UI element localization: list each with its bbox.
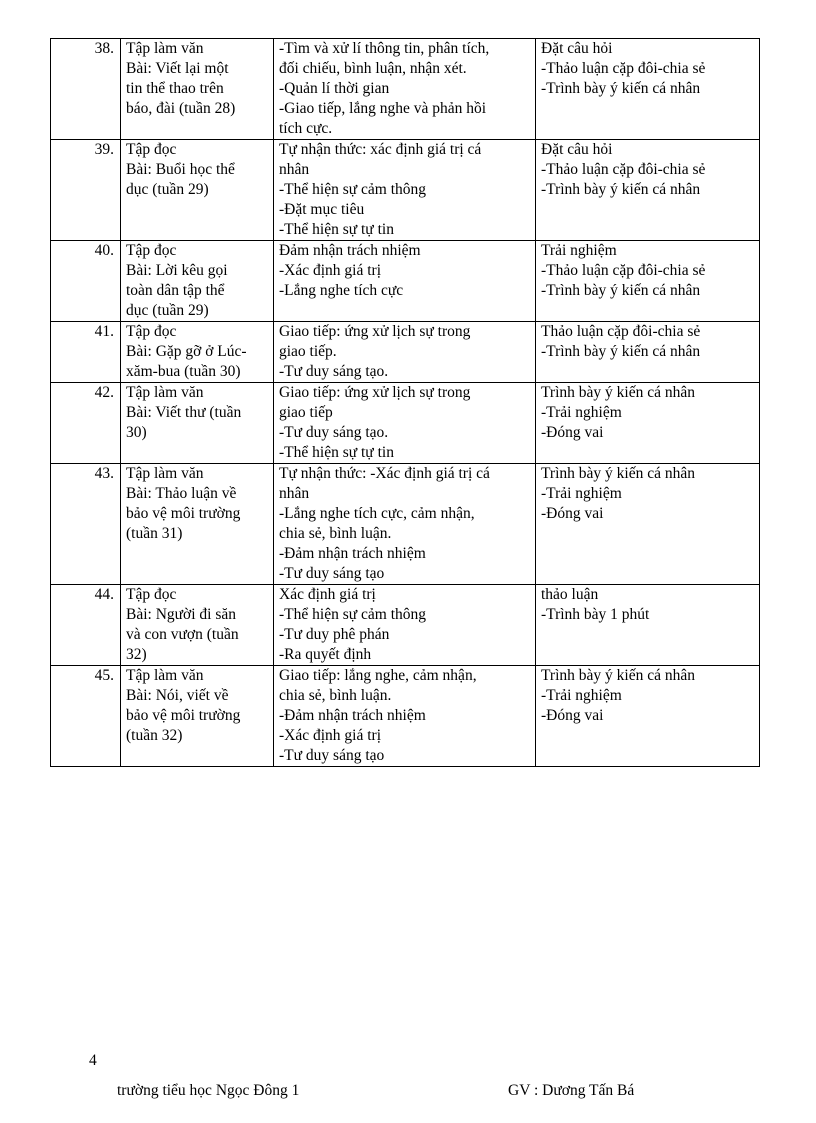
lesson-cell-line: Bài: Viết thư (tuần <box>126 404 242 421</box>
row-number: 41. <box>51 322 121 383</box>
methods-cell-line: -Đóng vai <box>541 707 604 724</box>
methods-cell-line: Trình bày ý kiến cá nhân <box>541 384 695 401</box>
lesson-cell-line: Tập đọc <box>126 586 177 603</box>
table-row <box>51 322 760 383</box>
table-body <box>51 39 760 767</box>
methods-cell-line: -Trình bày ý kiến cá nhân <box>541 80 701 97</box>
lesson-cell-line: toàn dân tập thể <box>126 282 225 299</box>
lesson-cell-line: (tuần 31) <box>126 525 183 542</box>
skills-cell <box>274 464 536 585</box>
skills-cell <box>274 140 536 241</box>
row-number: 44. <box>51 585 121 666</box>
skills-cell-line: -Đảm nhận trách nhiệm <box>279 545 426 562</box>
footer-teacher: GV : Dương Tấn Bá <box>508 1082 635 1099</box>
lesson-cell-line: Bài: Lời kêu gọi <box>126 262 228 279</box>
methods-cell <box>536 464 760 585</box>
lesson-cell-line: Tập đọc <box>126 242 177 259</box>
methods-cell <box>536 39 760 140</box>
lesson-cell-line: báo, đài (tuần 28) <box>126 100 236 117</box>
methods-cell-line: Đặt câu hỏi <box>541 40 613 57</box>
methods-cell-line: -Đóng vai <box>541 505 604 522</box>
methods-cell-line: -Trải nghiệm <box>541 687 622 704</box>
row-number: 39. <box>51 140 121 241</box>
lesson-cell-line: bảo vệ môi trường <box>126 707 241 724</box>
lesson-cell-line: (tuần 32) <box>126 727 183 744</box>
skills-cell-line: Tự nhận thức: xác định giá trị cá <box>279 141 482 158</box>
skills-cell-line: nhân <box>279 485 310 502</box>
table-row <box>51 666 760 767</box>
methods-cell <box>536 241 760 322</box>
methods-cell-line: Thảo luận cặp đôi-chia sẻ <box>541 323 701 340</box>
lesson-cell-line: Tập làm văn <box>126 40 204 57</box>
skills-cell-line: -Đặt mục tiêu <box>279 201 365 218</box>
lesson-cell-line: Bài: Viết lại một <box>126 60 229 77</box>
skills-cell-line: -Tư duy sáng tạo <box>279 747 385 764</box>
row-number: 40. <box>51 241 121 322</box>
skills-cell-line: -Xác định giá trị <box>279 727 382 744</box>
methods-cell <box>536 140 760 241</box>
skills-cell-line: -Tư duy sáng tạo. <box>279 424 389 441</box>
skills-cell-line: nhân <box>279 161 310 178</box>
skills-cell <box>274 666 536 767</box>
methods-cell-line: -Đóng vai <box>541 424 604 441</box>
skills-cell-line: đối chiếu, bình luận, nhận xét. <box>279 60 467 77</box>
lesson-cell-line: tin thể thao trên <box>126 80 224 97</box>
methods-cell-line: Trình bày ý kiến cá nhân <box>541 667 695 684</box>
methods-cell <box>536 666 760 767</box>
skills-cell-line: Đảm nhận trách nhiệm <box>279 242 421 259</box>
skills-cell-line: -Tìm và xử lí thông tin, phân tích, <box>279 40 490 57</box>
footer-school: trường tiểu học Ngọc Đông 1 <box>117 1082 300 1099</box>
lesson-cell-line: Bài: Nói, viết về <box>126 687 229 704</box>
lesson-cell <box>121 140 274 241</box>
table-row <box>51 383 760 464</box>
lesson-cell-line: Tập làm văn <box>126 667 204 684</box>
methods-cell-line: Trình bày ý kiến cá nhân <box>541 465 695 482</box>
skills-cell-line: Tự nhận thức: -Xác định giá trị cá <box>279 465 490 482</box>
methods-cell-line: -Trình bày ý kiến cá nhân <box>541 343 701 360</box>
skills-cell-line: -Xác định giá trị <box>279 262 382 279</box>
lesson-cell-line: dục (tuần 29) <box>126 181 209 198</box>
skills-cell <box>274 241 536 322</box>
methods-cell <box>536 322 760 383</box>
lesson-cell-line: Bài: Người đi săn <box>126 606 237 623</box>
table-row <box>51 464 760 585</box>
skills-cell-line: -Lắng nghe tích cực <box>279 282 404 299</box>
table-row <box>51 241 760 322</box>
skills-cell-line: -Ra quyết định <box>279 646 372 663</box>
methods-cell-line: -Trải nghiệm <box>541 485 622 502</box>
skills-cell-line: -Thể hiện sự cảm thông <box>279 606 427 623</box>
skills-cell-line: -Thể hiện sự tự tin <box>279 221 394 238</box>
skills-cell-line: -Thể hiện sự tự tin <box>279 444 394 461</box>
lesson-cell-line: Bài: Buổi học thể <box>126 161 235 178</box>
skills-cell-line: Giao tiếp: ứng xử lịch sự trong <box>279 323 471 340</box>
row-number: 45. <box>51 666 121 767</box>
skills-cell-line: giao tiếp. <box>279 343 337 360</box>
lesson-cell-line: dục (tuần 29) <box>126 302 209 319</box>
skills-cell-line: -Giao tiếp, lắng nghe và phản hồi <box>279 100 487 117</box>
lesson-cell <box>121 464 274 585</box>
lesson-cell <box>121 383 274 464</box>
skills-cell-line: Giao tiếp: ứng xử lịch sự trong <box>279 384 471 401</box>
skills-cell-line: -Tư duy sáng tạo <box>279 565 385 582</box>
skills-cell-line: chia sẻ, bình luận. <box>279 687 392 704</box>
methods-cell <box>536 383 760 464</box>
lesson-cell-line: Bài: Thảo luận về <box>126 485 237 502</box>
row-number: 42. <box>51 383 121 464</box>
lesson-cell-line: Bài: Gặp gỡ ở Lúc- <box>126 343 247 360</box>
methods-cell-line: -Trình bày 1 phút <box>541 606 650 623</box>
skills-cell-line: Xác định giá trị <box>279 586 376 603</box>
lesson-cell-line: và con vượn (tuần <box>126 626 239 643</box>
methods-cell-line: Trải nghiệm <box>541 242 617 259</box>
skills-cell-line: -Lắng nghe tích cực, cảm nhận, <box>279 505 475 522</box>
lesson-cell <box>121 39 274 140</box>
lesson-cell <box>121 666 274 767</box>
lesson-cell <box>121 322 274 383</box>
lesson-cell-line: Tập đọc <box>126 323 177 340</box>
table-row <box>51 140 760 241</box>
methods-cell-line: -Thảo luận cặp đôi-chia sẻ <box>541 161 706 178</box>
lesson-cell-line: 30) <box>126 424 147 441</box>
lesson-cell-line: 32) <box>126 646 147 663</box>
skills-cell <box>274 383 536 464</box>
methods-cell-line: Đặt câu hỏi <box>541 141 613 158</box>
page-number: 4 <box>89 1052 97 1069</box>
table-row <box>51 39 760 140</box>
skills-cell-line: -Tư duy phê phán <box>279 626 390 643</box>
lesson-cell-line: Tập đọc <box>126 141 177 158</box>
methods-cell <box>536 585 760 666</box>
lessons-table <box>50 38 760 767</box>
skills-cell-line: -Quản lí thời gian <box>279 80 390 97</box>
lesson-cell-line: xăm-bua (tuần 30) <box>126 363 241 380</box>
lesson-cell-line: bảo vệ môi trường <box>126 505 241 522</box>
lesson-cell-line: Tập làm văn <box>126 465 204 482</box>
lesson-cell <box>121 585 274 666</box>
methods-cell-line: -Thảo luận cặp đôi-chia sẻ <box>541 262 706 279</box>
methods-cell-line: -Trình bày ý kiến cá nhân <box>541 282 701 299</box>
skills-cell-line: giao tiếp <box>279 404 333 421</box>
skills-cell <box>274 585 536 666</box>
methods-cell-line: -Trình bày ý kiến cá nhân <box>541 181 701 198</box>
methods-cell-line: -Trải nghiệm <box>541 404 622 421</box>
skills-cell <box>274 39 536 140</box>
methods-cell-line: -Thảo luận cặp đôi-chia sẻ <box>541 60 706 77</box>
skills-cell-line: -Tư duy sáng tạo. <box>279 363 389 380</box>
lesson-cell <box>121 241 274 322</box>
skills-cell-line: -Thể hiện sự cảm thông <box>279 181 427 198</box>
skills-cell-line: tích cực. <box>279 120 333 137</box>
skills-cell-line: chia sẻ, bình luận. <box>279 525 392 542</box>
skills-cell-line: -Đảm nhận trách nhiệm <box>279 707 426 724</box>
skills-cell-line: Giao tiếp: lắng nghe, cảm nhận, <box>279 667 477 684</box>
skills-cell <box>274 322 536 383</box>
row-number: 43. <box>51 464 121 585</box>
methods-cell-line: thảo luận <box>541 586 599 603</box>
lesson-cell-line: Tập làm văn <box>126 384 204 401</box>
table-row <box>51 585 760 666</box>
row-number: 38. <box>51 39 121 140</box>
